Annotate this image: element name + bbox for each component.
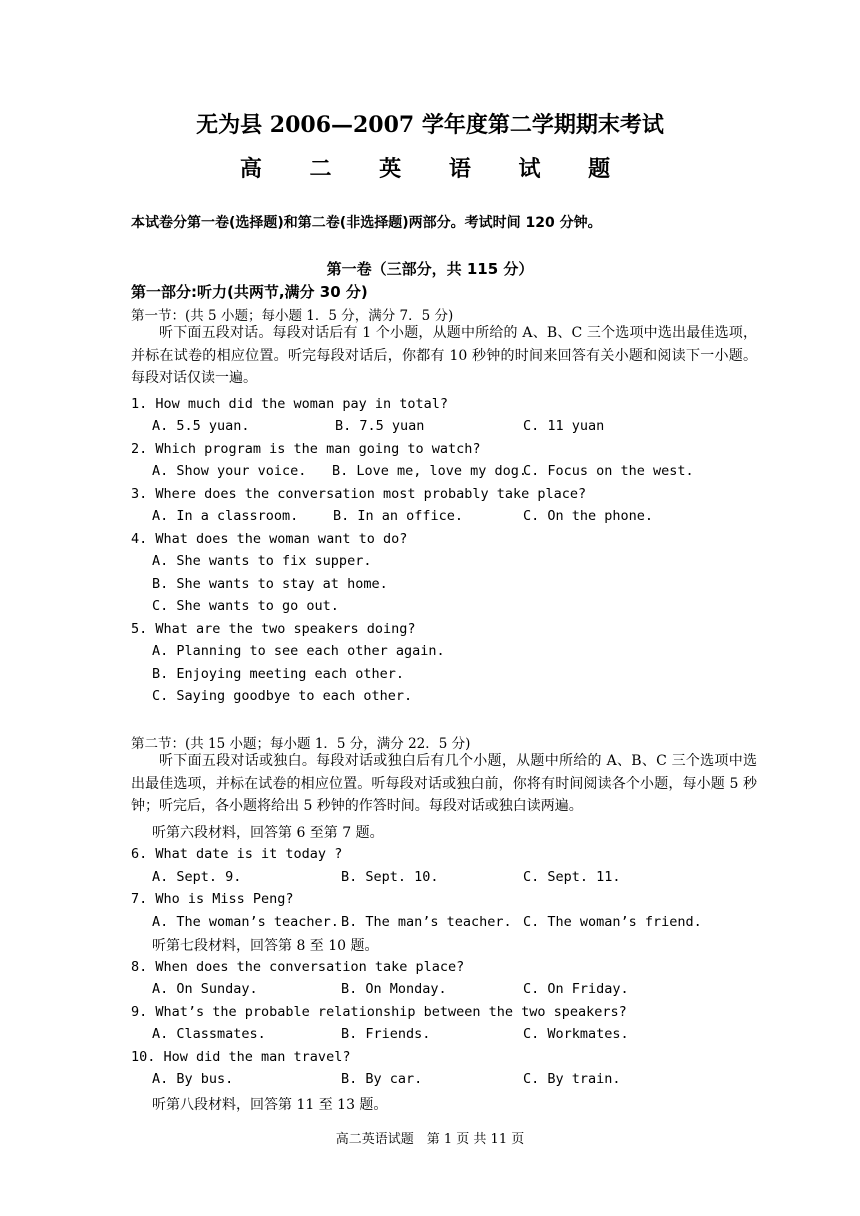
q10-option-b: B. By car.	[341, 1071, 423, 1087]
q4-option-a: A. She wants to fix supper.	[152, 553, 372, 569]
q5-option-c: C. Saying goodbye to each other.	[152, 688, 413, 704]
q5-option-a: A. Planning to see each other again.	[152, 643, 445, 659]
part-heading: 第一部分:听力(共两节,满分 30 分)	[131, 283, 368, 301]
q2-option-c: C. Focus on the west.	[523, 463, 694, 479]
q2-option-a: A. Show your voice.	[152, 463, 307, 479]
question-9: 9. What’s the probable relationship between the two speakers?	[131, 1004, 627, 1020]
question-8: 8. When does the conversation take place?	[131, 959, 465, 975]
q1-option-a: A. 5.5 yuan.	[152, 418, 250, 434]
exam-subtitle: 高 二 英 语 试 题	[239, 156, 631, 182]
q3-option-c: C. On the phone.	[523, 508, 654, 524]
q4-option-b: B. She wants to stay at home.	[152, 576, 388, 592]
q8-option-c: C. On Friday.	[523, 981, 629, 997]
question-7: 7. Who is Miss Peng?	[131, 891, 294, 907]
question-2: 2. Which program is the man going to watch?	[131, 441, 481, 457]
q9-option-c: C. Workmates.	[523, 1026, 629, 1042]
q4-option-c: C. She wants to go out.	[152, 598, 339, 614]
q7-option-a: A. The woman’s teacher.	[152, 914, 339, 930]
q2-option-b: B. Love me, love my dog.	[332, 463, 528, 479]
question-3: 3. Where does the conversation most probably take place?	[131, 486, 587, 502]
section2-instructions: 听下面五段对话或独白。每段对话或独白后有几个小题，从题中所给的 A、B、C 三个选项中选出最佳选项，并标在试卷的相应位置。听每段对话或独白前，你将有时间阅读各个小题，每小题 5 秒钟；听完后，各小题将给出 5 秒钟的作答时间。每段对话或独白读两遍。	[131, 753, 757, 814]
q8-option-a: A. On Sunday.	[152, 981, 258, 997]
question-5: 5. What are the two speakers doing?	[131, 621, 416, 637]
q5-option-b: B. Enjoying meeting each other.	[152, 666, 404, 682]
section2-material-7: 听第七段材料，回答第 8 至 10 题。	[152, 938, 379, 954]
section2-heading: 第二节：(共 15 小题；每小题 1．5 分，满分 22．5 分)	[131, 736, 471, 752]
q8-option-b: B. On Monday.	[341, 981, 447, 997]
q6-option-a: A. Sept. 9.	[152, 869, 242, 885]
q6-option-c: C. Sept. 11.	[523, 869, 621, 885]
q3-option-b: B. In an office.	[333, 508, 464, 524]
section2-material-8: 听第八段材料，回答第 11 至 13 题。	[152, 1097, 388, 1113]
question-6: 6. What date is it today ?	[131, 846, 343, 862]
section1-instructions: 听下面五段对话。每段对话后有 1 个小题，从题中所给的 A、B、C 三个选项中选出最佳选项，并标在试卷的相应位置。听完每段对话后，你都有 10 秒钟的时间来回答有关小题和阅读下一小题。每段对话仅读一遍。	[131, 325, 757, 386]
q6-option-b: B. Sept. 10.	[341, 869, 439, 885]
q7-option-b: B. The man’s teacher.	[341, 914, 512, 930]
exam-intro: 本试卷分第一卷(选择题)和第二卷(非选择题)两部分。考试时间 120 分钟。	[131, 215, 602, 231]
volume-heading: 第一卷（三部分，共 115 分）	[326, 260, 534, 278]
exam-title: 无为县 2006—2007 学年度第二学期期末考试	[196, 112, 664, 138]
q10-option-c: C. By train.	[523, 1071, 621, 1087]
section1-heading: 第一节：(共 5 小题；每小题 1．5 分，满分 7．5 分)	[131, 308, 454, 324]
q9-option-a: A. Classmates.	[152, 1026, 266, 1042]
q3-option-a: A. In a classroom.	[152, 508, 299, 524]
page-footer: 高二英语试题 第 1 页 共 11 页	[335, 1132, 525, 1147]
section2-material-6: 听第六段材料，回答第 6 至第 7 题。	[152, 825, 384, 841]
q7-option-c: C. The woman’s friend.	[523, 914, 702, 930]
question-1: 1. How much did the woman pay in total?	[131, 396, 448, 412]
q9-option-b: B. Friends.	[341, 1026, 431, 1042]
question-10: 10. How did the man travel?	[131, 1049, 351, 1065]
q1-option-c: C. 11 yuan	[523, 418, 605, 434]
question-4: 4. What does the woman want to do?	[131, 531, 408, 547]
q10-option-a: A. By bus.	[152, 1071, 234, 1087]
q1-option-b: B. 7.5 yuan	[335, 418, 425, 434]
